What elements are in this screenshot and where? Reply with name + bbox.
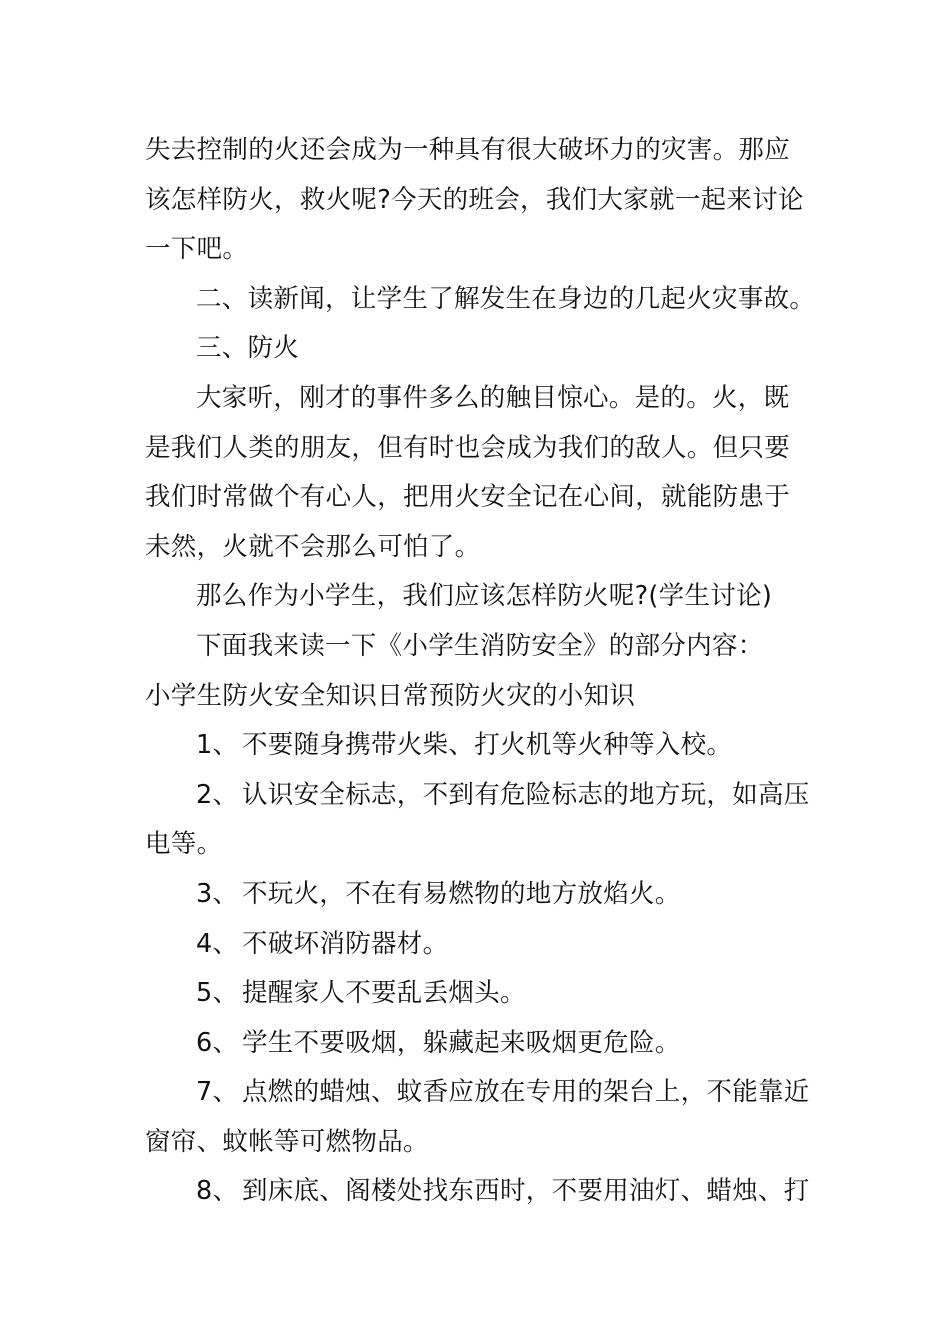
list-item-line: [145, 969, 810, 1019]
list-text: 不玩火，不在有易燃物的地方放焰火。: [242, 878, 681, 909]
list-item-line: [145, 1019, 810, 1069]
list-text: 学生不要吸烟，躲藏起来吸烟更危险。: [242, 1027, 681, 1058]
list-item: [145, 1167, 810, 1217]
list-item-line: [145, 870, 810, 920]
text-line: 下面我来读一下《小学生消防安全》的部分内容：: [196, 630, 764, 661]
text-line: 那么作为小学生，我们应该怎样防火呢?(学生讨论): [196, 581, 773, 612]
list-text: 点燃的蜡烛、蚊香应放在专用的架台上，不能靠近: [242, 1077, 810, 1108]
text-line: 未然，火就不会那么可怕了。: [145, 531, 481, 562]
text-line: 该怎样防火，救火呢?今天的班会，我们大家就一起来讨论: [145, 184, 804, 215]
text-line: 是我们人类的朋友，但有时也会成为我们的敌人。但只要: [145, 432, 791, 463]
list-item-line: [145, 771, 810, 821]
list-item: [145, 1019, 810, 1069]
list-item: [145, 771, 810, 870]
list-item-line: [145, 1068, 810, 1118]
list-number: 4、: [196, 928, 239, 959]
safety-list: [145, 721, 810, 1217]
list-item-line: [145, 920, 810, 970]
text-line: 三、防火: [196, 333, 300, 364]
list-number: 7、: [196, 1077, 239, 1108]
paragraph-question: [145, 572, 810, 622]
paragraph-intro: [145, 126, 810, 275]
text-line: 一下吧。: [145, 234, 249, 265]
document-body: [145, 126, 816, 1217]
list-item: [145, 920, 810, 970]
list-item-line: [145, 721, 810, 771]
list-item: [145, 1068, 810, 1167]
text-line: 失去控制的火还会成为一种具有很大破坏力的灾害。那应: [145, 135, 791, 165]
paragraph-reading-intro: [145, 622, 810, 672]
paragraph-read-news: [145, 275, 816, 325]
list-number: 6、: [196, 1027, 239, 1058]
list-text: 认识安全标志，不到有危险标志的地方玩，如高压: [242, 779, 810, 810]
subheading-knowledge: [145, 672, 810, 722]
list-item: [145, 870, 810, 920]
list-number: 1、: [196, 730, 239, 761]
list-item: [145, 721, 810, 771]
text-line: 二、读新闻，让学生了解发生在身边的几起火灾事故。: [196, 283, 816, 314]
text-line: 我们时常做个有心人，把用火安全记在心间，就能防患于: [145, 482, 791, 513]
list-item-line: [145, 1167, 810, 1217]
list-text-continuation: 电等。: [145, 829, 223, 860]
list-number: 8、: [196, 1176, 239, 1207]
list-number: 3、: [196, 878, 239, 909]
list-text: 提醒家人不要乱丢烟头。: [242, 978, 526, 1009]
text-line: 大家听，刚才的事件多么的触目惊心。是的。火，既: [196, 382, 790, 413]
list-text: 不破坏消防器材。: [242, 928, 449, 959]
list-item: [145, 969, 810, 1019]
list-text-continuation: 窗帘、蚊帐等可燃物品。: [145, 1126, 429, 1157]
list-text: 不要随身携带火柴、打火机等火种等入校。: [242, 730, 733, 761]
list-text: 到床底、阁楼处找东西时，不要用油灯、蜡烛、打: [242, 1176, 810, 1207]
paragraph-discussion: [145, 374, 810, 572]
list-number: 5、: [196, 978, 239, 1009]
text-line: 小学生防火安全知识日常预防火灾的小知识: [145, 680, 636, 711]
section-heading-fire-prevention: [145, 324, 810, 374]
list-number: 2、: [196, 779, 239, 810]
